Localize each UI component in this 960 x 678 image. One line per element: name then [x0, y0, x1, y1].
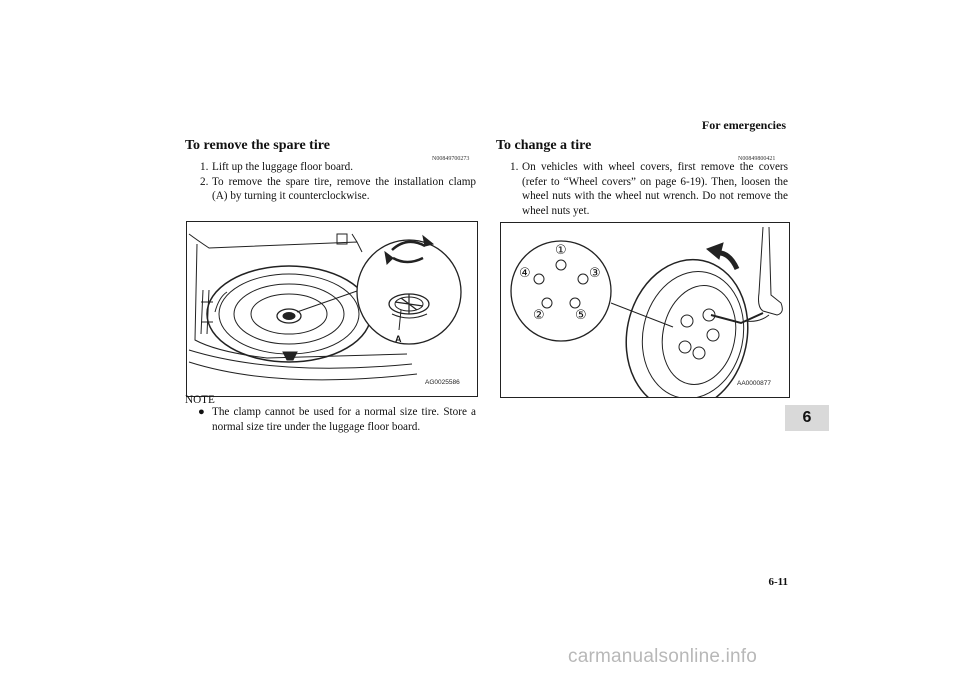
watermark: carmanualsonline.info [568, 646, 758, 667]
step-text: To remove the spare tire, remove the installation clamp (A) by turning it counterclockwise. [212, 175, 476, 202]
note-title: NOTE [185, 394, 215, 406]
remove-spare-steps [200, 160, 476, 204]
step-item [200, 160, 476, 175]
chapter-tab[interactable]: 6 [785, 405, 829, 431]
note-text: The clamp cannot be used for a normal size tire. Store a normal size tire under the luggage floor board. [212, 406, 476, 433]
bullet-icon: ● [198, 406, 205, 418]
nut-label-1: ① [555, 243, 567, 258]
step-text: On vehicles with wheel covers, first remove the covers (refer to “Wheel covers” on page 6-19). Then, loosen the wheel nuts with the wheel nut wrench. Do not remove the wheel nuts yet. [522, 161, 788, 217]
nut-label-4: ④ [519, 266, 531, 281]
section-code-change-tire: N00849800421 [738, 156, 776, 162]
wheel-nut-illustration [501, 223, 789, 397]
step-number: 1. [200, 161, 209, 173]
section-title-remove-spare: To remove the spare tire [185, 138, 330, 153]
nut-label-3: ③ [589, 266, 601, 281]
step-item [510, 160, 788, 218]
nut-label-5: ⑤ [575, 308, 587, 323]
section-title-change-tire: To change a tire [496, 138, 592, 153]
step-number: 1. [510, 161, 519, 173]
spare-tire-illustration [187, 222, 477, 396]
figure-label-a: A [395, 334, 402, 344]
step-number: 2. [200, 175, 209, 188]
change-tire-steps [510, 160, 788, 218]
running-header: For emergencies [701, 118, 786, 132]
figure-wheel-nuts [500, 222, 790, 398]
step-text: Lift up the luggage floor board. [212, 161, 354, 173]
figure-code: AA0000877 [737, 380, 771, 387]
section-code-remove-spare: N00849700273 [432, 156, 470, 162]
page-number: 6-11 [768, 576, 788, 588]
figure-spare-tire [186, 221, 478, 397]
note-item [198, 405, 476, 434]
step-item [200, 175, 476, 204]
figure-code: AG0025586 [425, 379, 460, 386]
nut-label-2: ② [533, 308, 545, 323]
